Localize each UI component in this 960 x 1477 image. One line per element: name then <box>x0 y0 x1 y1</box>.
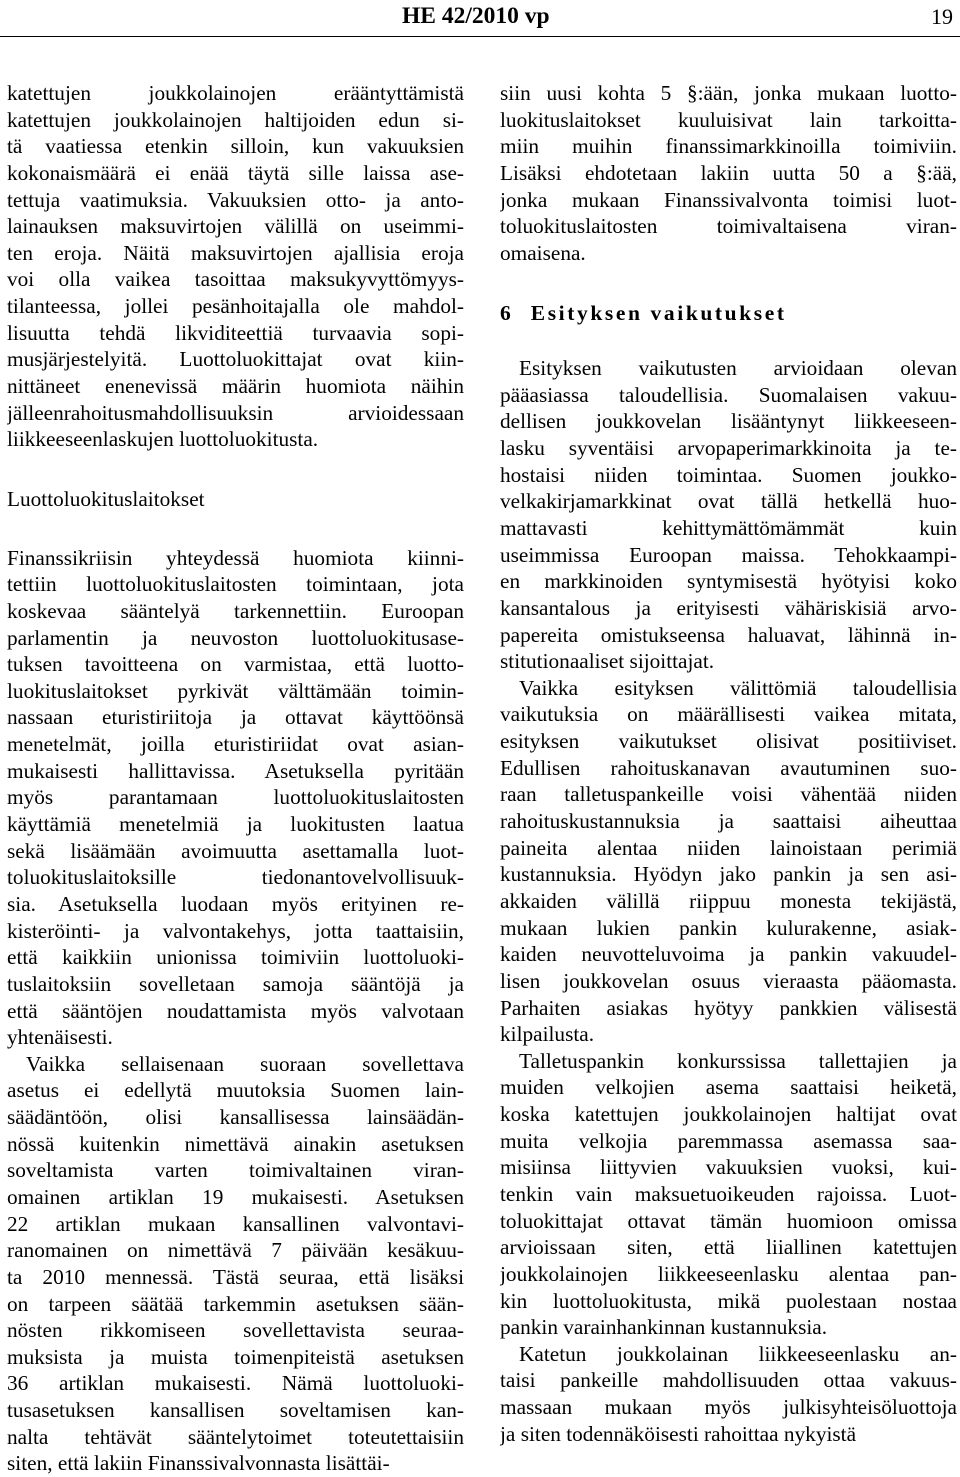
text-line: ten eroja. Näitä maksuvirtojen ajallisia eroja <box>7 240 464 265</box>
text-line: joukkolainojen liikkeeseenlasku alentaa pan- <box>500 1261 957 1286</box>
text-line: Katetun joukkolainan liikkeeseenlasku an- <box>519 1341 957 1366</box>
text-line: kansantalous ja erityisesti vähäriskisiä arvo- <box>500 595 957 620</box>
text-line: kisteröinti- ja valvontakehys, jotta taattaisiin, <box>7 918 464 943</box>
text-line: siten, että lakiin Finanssivalvonnasta lisättäi- <box>7 1451 390 1476</box>
text-line: tuksen tavoitteena on varmistaa, että luotto- <box>7 652 464 677</box>
text-line: tettuja vaatimuksia. Vakuuksien otto- ja anto- <box>7 187 464 212</box>
text-line: miin muihin finanssimarkkinoilla toimiviin. <box>500 134 957 159</box>
text-line: dellisen joukkovelan lisääntynyt liikkeeseen- <box>500 409 957 434</box>
text-line: nösten rikkomiseen sovellettavista seuraa- <box>7 1318 464 1343</box>
text-line: siin uusi kohta 5 §:ään, jonka mukaan luotto- <box>500 81 957 105</box>
text-line: raan talletuspankeille voisi vähentää niiden <box>500 782 957 807</box>
text-line: muiden velkojien asema saattaisi heiketä, <box>500 1075 957 1100</box>
text-line: mukaisesti hallittavissa. Asetuksella pyritään <box>7 758 464 783</box>
text-line: on tarpeen säätää tarkemmin asetuksen sään- <box>7 1291 464 1316</box>
text-line: luokituslaitokset pyrkivät välttämään toimin- <box>7 678 464 703</box>
text-line: katettujen joukkolainojen haltijoiden edun si- <box>7 107 464 132</box>
text-line: lasku syventäisi arvopaperimarkkinoita ja te- <box>500 436 957 461</box>
text-line: stitutionaaliset sijoittajat. <box>500 649 715 674</box>
text-line: sia. Asetuksella luodaan myös erityinen re- <box>7 891 464 916</box>
text-line: nalta tehtävät sääntelytoimet toteutettaisiin <box>7 1424 464 1449</box>
text-line: kustannuksia. Hyödyn jako pankin ja sen asi- <box>500 862 957 887</box>
text-line: käyttämiä menetelmiä ja luokitusten laatua <box>7 812 464 837</box>
text-line: vaikutuksia on määrällisesti vaikea mitata, <box>500 702 957 727</box>
text-line: lisuutta tehdä likviditeettiä turvaavia sopi- <box>7 320 464 345</box>
section-heading <box>500 300 957 327</box>
text-line: 36 artiklan mukaisesti. Nämä luottoluoki- <box>7 1371 464 1396</box>
text-line: toluokittajat ottavat tämän huomioon omissa <box>500 1208 957 1233</box>
text-line: pääasiassa taloudellisia. Suomalaisen vakuu- <box>500 382 957 407</box>
text-line: yhtenäisesti. <box>7 1025 113 1050</box>
text-line: että kaikkiin unionissa toimiviin luottoluoki- <box>7 945 464 970</box>
text-line: omaisena. <box>500 240 586 265</box>
text-line: muksista ja muista toimenpiteistä asetuksen <box>7 1344 464 1369</box>
text-line: Finanssikriisin yhteydessä huomiota kiinni- <box>7 545 464 570</box>
text-line: Esityksen vaikutusten arvioidaan olevan <box>519 356 957 381</box>
paragraph <box>500 1048 957 1341</box>
text-line: kokonaismäärä ei enää täytä sille laissa ase- <box>7 160 464 185</box>
text-line: koskevaa sääntelyä tarkennettiin. Euroopan <box>7 598 464 623</box>
text-line: Edullisen rahoituskanavan avautuminen suo- <box>500 755 957 780</box>
text-line: mattavasti kehittymättömämmät kuin <box>500 515 957 540</box>
text-line: nittäneet enenevissä määrin huomiota näihin <box>7 374 464 399</box>
text-line: ja siten todennäköisesti rahoittaa nykyistä <box>500 1421 857 1446</box>
text-line: tuslaitoksiin sovelletaan samoja sääntöjä ja <box>7 971 464 996</box>
text-line: luokituslaitokset kuuluisivat lain tarkoitta- <box>500 107 957 132</box>
text-line: esityksen vaikutukset olisivat positiiviset. <box>500 729 957 754</box>
page-header <box>0 0 960 40</box>
text-line: paineita alentaa niiden lainoistaan perimiä <box>500 835 957 860</box>
text-line: katettujen joukkolainojen erääntyttämistä <box>7 81 464 105</box>
text-line: toluokituslaitosten toimivaltaisena viran- <box>500 214 957 239</box>
text-line: nössä kuitenkin nimettävä ainakin asetuksen <box>7 1131 464 1156</box>
subheading: Luottoluokituslaitokset <box>7 486 205 511</box>
text-line: kin luottoluokitusta, mikä puolestaan nostaa <box>500 1288 957 1313</box>
text-line: nassaan eturistiriitoja ja ottavat käyttöönsä <box>7 705 464 730</box>
text-line: taisi pankeille mahdollisuuden ottaa vakuus- <box>500 1368 957 1393</box>
text-line: tusasetuksen kansallisen soveltamisen kan- <box>7 1398 464 1423</box>
text-line: Vaikka esityksen välittömiä taloudellisia <box>519 675 957 700</box>
paragraph <box>500 355 957 675</box>
text-line: Talletuspankin konkurssissa tallettajien ja <box>519 1048 957 1073</box>
text-line: koska katettujen joukkolainojen haltijat ovat <box>500 1102 957 1127</box>
text-line: omainen artiklan 19 mukaisesti. Asetuksen <box>7 1184 464 1209</box>
text-line: mukaan lukien pankin kulurakenne, asiak- <box>500 915 957 940</box>
text-line: papereita omistukseensa haluavat, lähinnä in- <box>500 622 957 647</box>
text-line: 22 artiklan mukaan kansallinen valvontavi- <box>7 1211 464 1236</box>
page-number: 19 <box>931 4 953 29</box>
text-line: musjärjestelyitä. Luottoluokittajat ovat kiin- <box>7 347 464 372</box>
text-line: toluokituslaitoksille tiedonantovelvollisuuk- <box>7 865 464 890</box>
text-line: kilpailusta. <box>500 1022 595 1047</box>
text-line: ranomainen on nimettävä 7 päivään kesäkuu- <box>7 1238 464 1263</box>
paragraph <box>500 80 957 266</box>
paragraph <box>500 1341 957 1448</box>
text-line: myös parantamaan luottoluokituslaitosten <box>7 785 464 810</box>
section-title: Esityksen vaikutukset <box>530 301 787 326</box>
text-line: tenkin vain maksuetuoikeuden rajoissa. Luot- <box>500 1181 957 1206</box>
text-line: tä vaatiessa etenkin silloin, kun vakuuksien <box>7 134 464 159</box>
text-line: lainauksen maksuvirtojen välillä on useimmi- <box>7 214 464 239</box>
text-line: pankin varainhankinnan kustannuksia. <box>500 1315 828 1340</box>
text-line: voi olla vaikea tasoittaa maksukyvyttömyys- <box>7 267 464 292</box>
text-line: että sääntöjen noudattamista myös valvotaan <box>7 998 464 1023</box>
text-line: massaan mukaan myös julkisyhteisöluottoja <box>500 1395 957 1420</box>
document-id: HE 42/2010 vp <box>402 3 550 29</box>
text-line: Parhaiten asiakas hyötyy pankkien välisestä <box>500 995 957 1020</box>
text-line: useimmissa Euroopan maissa. Tehokkaampi- <box>500 542 957 567</box>
text-line: rahoituskustannuksia ja saattaisi aiheuttaa <box>500 809 957 834</box>
text-line: Lisäksi ehdotetaan lakiin uutta 50 a §:ää, <box>500 160 957 185</box>
paragraph <box>7 545 464 1051</box>
text-line: hostaisi niiden toimintaa. Suomen joukko- <box>500 462 957 487</box>
text-line: soveltamista varten toimivaltainen viran- <box>7 1158 464 1183</box>
text-line: parlamentin ja neuvoston luottoluokitusase- <box>7 625 464 650</box>
text-line: jonka mukaan Finanssivalvonta toimisi luot- <box>500 187 957 212</box>
text-line: jälleenrahoitusmahdollisuuksin arvioidessaan <box>7 400 464 425</box>
right-column <box>500 80 957 1447</box>
text-line: en markkinoiden syntymisestä hyötyisi koko <box>500 569 957 594</box>
header-divider <box>0 36 960 37</box>
left-column <box>7 80 464 1477</box>
text-line: akkaiden välillä riippuu monesta tekijästä, <box>500 888 957 913</box>
text-line: tilanteessa, jollei pesänhoitajalla ole mahdol- <box>7 294 464 319</box>
paragraph <box>500 675 957 1048</box>
section-number: 6 <box>500 301 511 326</box>
text-line: lisen joukkovelan osuus vieraasta pääomasta. <box>500 968 957 993</box>
text-line: ta 2010 mennessä. Tästä seuraa, että lisäksi <box>7 1264 464 1289</box>
text-line: sekä lisäämään avoimuutta asettamalla luot- <box>7 838 464 863</box>
text-line: Vaikka sellaisenaan suoraan sovellettava <box>26 1051 464 1076</box>
text-line: tettiin luottoluokituslaitosten toimintaan, jota <box>7 572 464 597</box>
text-line: kaiden neuvotteluvoima ja pankin vakuudel- <box>500 942 957 967</box>
paragraph <box>7 1051 464 1477</box>
text-line: muita velkojia paremmassa asemassa saa- <box>500 1128 957 1153</box>
text-line: menetelmät, joilla eturistiriidat ovat asian- <box>7 732 464 757</box>
text-line: velkakirjamarkkinat ovat tällä hetkellä huo- <box>500 489 957 514</box>
text-line: arvioissaan siten, että liiallinen katettujen <box>500 1235 957 1260</box>
text-line: säädäntöön, olisi kansallisessa lainsäädän- <box>7 1105 464 1130</box>
paragraph <box>7 80 464 453</box>
text-line: asetus ei edellytä muutoksia Suomen lain- <box>7 1078 464 1103</box>
text-line: misiinsa liittyvien vakuuksien vuoksi, kui- <box>500 1155 957 1180</box>
text-line: liikkeeseenlaskujen luottoluokitusta. <box>7 427 319 452</box>
